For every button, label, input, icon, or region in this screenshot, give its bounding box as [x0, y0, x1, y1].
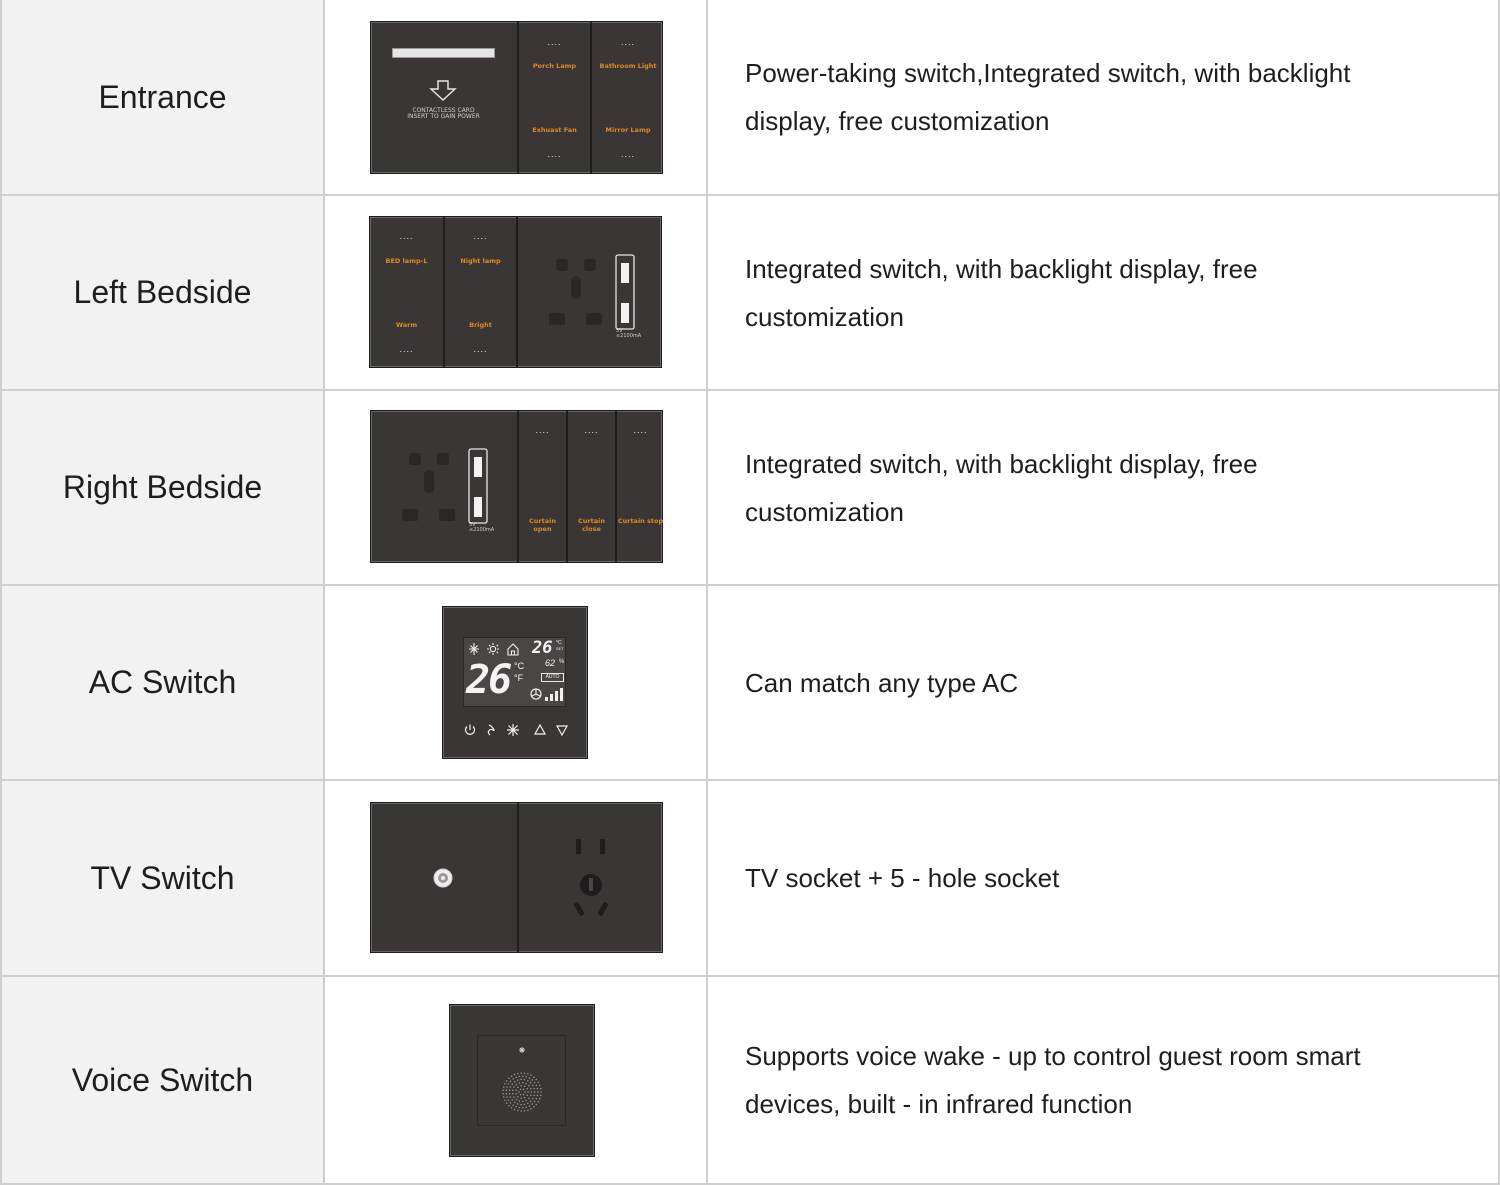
switch-key	[590, 22, 664, 173]
grille-dot	[526, 1088, 528, 1090]
up-icon	[535, 725, 545, 734]
key-label: Bathroom Light	[599, 62, 657, 70]
product-image-cell	[325, 0, 708, 196]
row-description: Can match any type AC	[745, 667, 1019, 698]
table-row	[0, 391, 1500, 586]
grille-dot	[523, 1094, 525, 1096]
grille-dot	[515, 1090, 517, 1092]
room-temp-readout: 26	[532, 638, 553, 658]
row-name: Right Bedside	[0, 391, 325, 586]
grille-dot	[540, 1095, 542, 1097]
indicator-dots: ....	[633, 425, 648, 435]
grille-dot	[520, 1097, 522, 1099]
key-label: Curtain close	[578, 517, 605, 533]
lcd-display	[463, 637, 566, 707]
grille-dot	[527, 1102, 529, 1104]
grille-dot	[524, 1072, 526, 1074]
grille-dot	[519, 1100, 521, 1102]
grille-dot	[523, 1089, 525, 1091]
grille-dot	[506, 1102, 508, 1104]
row-description: Integrated switch, with backlight display, free customization	[745, 448, 1258, 527]
grille-dot	[516, 1099, 518, 1101]
row-name: Voice Switch	[0, 977, 325, 1185]
grille-dot	[524, 1079, 526, 1081]
indicator-dots: ....	[547, 149, 562, 159]
grille-dot	[534, 1101, 536, 1103]
grille-dot	[519, 1107, 521, 1109]
fan-speed-icon	[530, 686, 564, 702]
grille-dot	[531, 1103, 533, 1105]
table-row	[0, 977, 1500, 1185]
grille-dot	[508, 1078, 510, 1080]
row-name: AC Switch	[0, 586, 325, 781]
grille-dot	[512, 1078, 514, 1080]
grille-dot	[517, 1110, 519, 1112]
grille-dot	[539, 1085, 541, 1087]
grille-dot	[517, 1079, 519, 1081]
grille-dot	[530, 1088, 532, 1090]
right-bedside-panel-image	[370, 410, 663, 563]
grille-dot	[508, 1083, 510, 1085]
product-image-cell	[325, 391, 708, 586]
grille-dot	[502, 1093, 504, 1095]
grille-dot	[530, 1075, 532, 1077]
grille-dot	[511, 1099, 512, 1101]
grille-dot	[514, 1102, 516, 1104]
row-description: Integrated switch, with backlight display, free customization	[745, 253, 1258, 332]
socket-module	[371, 411, 517, 562]
grille-dot	[527, 1080, 529, 1082]
five-hole-socket	[517, 803, 664, 952]
grille-dot	[530, 1095, 532, 1097]
indicator-dots: ....	[399, 231, 414, 241]
usb-spec-voltage: 5V	[469, 522, 476, 528]
down-icon	[557, 726, 567, 735]
grille-dot	[511, 1075, 513, 1077]
grille-dot	[515, 1093, 517, 1095]
product-image-cell	[325, 977, 708, 1185]
grille-dot	[528, 1098, 530, 1100]
grille-dot	[537, 1091, 539, 1093]
fan-icon	[488, 725, 494, 735]
table-row	[0, 196, 1500, 391]
grille-dot	[517, 1087, 519, 1089]
grille-dot	[506, 1096, 508, 1098]
grille-dot	[506, 1080, 508, 1082]
grille-dot	[522, 1101, 524, 1103]
grille-dot	[530, 1100, 532, 1102]
grille-dot	[527, 1073, 529, 1075]
entrance-panel-image	[370, 21, 663, 174]
grille-dot	[526, 1095, 528, 1097]
card-instruction-line1: CONTACTLESS CARD	[412, 107, 475, 114]
grille-dot	[511, 1083, 512, 1085]
grille-dot	[534, 1082, 536, 1084]
universal-socket-icon	[371, 411, 516, 561]
humidity-unit: %	[559, 659, 565, 665]
indicator-dots: ....	[473, 231, 488, 241]
grille-dot	[510, 1102, 512, 1104]
mode-icons	[468, 642, 520, 656]
set-temp-readout: 26	[466, 657, 511, 703]
grille-dot	[514, 1081, 516, 1083]
grille-dot	[519, 1076, 521, 1078]
usb-spec-voltage: 5V	[616, 328, 623, 334]
grille-dot	[520, 1110, 522, 1112]
temp-unit-c: °C	[514, 661, 525, 671]
switch-key	[517, 411, 566, 562]
indicator-dots: ....	[584, 425, 599, 435]
grille-dot	[506, 1086, 508, 1088]
indicator-dots: ....	[473, 344, 488, 354]
grille-dot	[511, 1107, 513, 1109]
usb-spec-current: ≤2100mA	[469, 527, 495, 533]
card-instruction-line2: INSERT TO GAIN POWER	[407, 113, 480, 120]
grille-dot	[525, 1083, 527, 1085]
table-row	[0, 0, 1500, 196]
key-label: Warm	[395, 321, 418, 329]
grille-dot	[536, 1098, 538, 1100]
row-description: Power-taking switch,Integrated switch, with backlight display, free customization	[745, 58, 1351, 136]
grille-dot	[509, 1090, 511, 1092]
set-label: SET	[556, 646, 564, 651]
grille-dot	[522, 1075, 524, 1077]
grille-dot	[513, 1086, 515, 1088]
grille-dot	[517, 1073, 519, 1075]
grille-dot	[533, 1076, 535, 1078]
grille-dot	[519, 1082, 521, 1084]
grille-dot	[530, 1082, 532, 1084]
grille-dot	[510, 1096, 512, 1098]
mode-icon	[507, 724, 519, 736]
control-buttons	[463, 723, 569, 737]
key-label: Curtain stop	[617, 517, 664, 525]
row-name: Left Bedside	[0, 196, 325, 391]
grille-dot	[532, 1085, 534, 1087]
product-image-cell	[325, 196, 708, 391]
product-image-cell	[325, 586, 708, 781]
grille-dot	[537, 1088, 539, 1090]
grille-dot	[514, 1109, 516, 1111]
grille-dot	[532, 1098, 534, 1100]
grille-dot	[524, 1086, 526, 1088]
grille-dot	[538, 1101, 540, 1103]
row-description: TV socket + 5 - hole socket	[745, 863, 1060, 893]
grille-dot	[513, 1096, 515, 1098]
tv-socket-icon	[432, 867, 454, 889]
key-label: Exhuast Fan	[532, 126, 577, 134]
humidity-readout: 62	[545, 658, 556, 668]
grille-dot	[515, 1077, 517, 1079]
grille-dot	[527, 1109, 529, 1111]
grille-dot	[536, 1104, 538, 1106]
universal-socket-icon	[518, 217, 663, 367]
grille-dot	[517, 1096, 519, 1098]
grille-dot	[538, 1082, 540, 1084]
grille-dot	[512, 1104, 514, 1106]
grille-dot	[524, 1110, 526, 1112]
arrow-down-icon	[429, 80, 457, 102]
temp-unit-f: °F	[514, 673, 524, 683]
grille-dot	[524, 1091, 526, 1093]
card-slot	[392, 48, 495, 58]
grille-dot	[537, 1095, 539, 1097]
grille-dot	[520, 1089, 522, 1091]
grille-dot	[525, 1076, 527, 1078]
grille-dot	[502, 1090, 504, 1092]
grille-dot	[504, 1099, 506, 1101]
speaker-grille-icon	[470, 1043, 574, 1123]
grille-dot	[503, 1096, 505, 1098]
grille-dot	[512, 1093, 514, 1095]
key-label: BED lamp-L	[385, 257, 428, 265]
grille-dot	[533, 1106, 535, 1108]
grille-dot	[510, 1086, 512, 1088]
indicator-dots: ....	[535, 425, 550, 435]
grille-dot	[517, 1103, 519, 1105]
grille-dot	[520, 1079, 522, 1081]
grille-dot	[508, 1105, 510, 1107]
grille-dot	[508, 1099, 510, 1101]
switch-key	[517, 22, 590, 173]
usb-spec-current: ≤2100mA	[616, 333, 642, 339]
indicator-dots: ....	[547, 37, 562, 47]
temp-unit-small: °C	[556, 640, 562, 646]
auto-badge: AUTO	[541, 673, 564, 682]
grille-dot	[504, 1083, 506, 1085]
key-label: Bright	[469, 321, 492, 329]
grille-dot	[540, 1091, 542, 1093]
table-row	[0, 781, 1500, 977]
grille-dot	[529, 1077, 531, 1079]
grille-dot	[506, 1090, 508, 1092]
grille-dot	[528, 1085, 530, 1087]
left-bedside-panel-image	[369, 216, 662, 368]
grille-dot	[533, 1095, 535, 1097]
row-name: Entrance	[0, 0, 325, 196]
tv-socket-panel-image	[370, 802, 663, 953]
row-description: Supports voice wake - up to control guest room smart devices, built - in infrared function	[745, 1041, 1361, 1119]
grille-dot	[525, 1100, 527, 1102]
grille-dot	[522, 1107, 524, 1109]
grille-dot	[530, 1108, 532, 1110]
grille-dot	[525, 1106, 527, 1108]
grille-dot	[515, 1106, 517, 1108]
grille-dot	[516, 1084, 518, 1086]
switch-key	[443, 217, 516, 367]
key-label: Curtain open	[529, 517, 556, 533]
ac-thermostat-image	[442, 606, 588, 759]
grille-dot	[522, 1082, 524, 1084]
switch-key	[370, 217, 443, 367]
grille-dot	[536, 1085, 538, 1087]
grille-dot	[536, 1079, 538, 1081]
switch-key	[566, 411, 615, 562]
voice-switch-image	[449, 1004, 595, 1157]
grille-dot	[512, 1090, 514, 1092]
grille-dot	[531, 1079, 533, 1081]
grille-dot	[531, 1091, 533, 1093]
grille-dot	[514, 1074, 516, 1076]
grille-dot	[520, 1104, 522, 1106]
grille-dot	[533, 1088, 535, 1090]
grille-dot	[539, 1098, 541, 1100]
grille-dot	[540, 1088, 542, 1090]
indicator-dots: ....	[620, 149, 635, 159]
grille-dot	[524, 1104, 526, 1106]
socket-module	[516, 217, 663, 367]
grille-dot	[503, 1086, 505, 1088]
row-name: TV Switch	[0, 781, 325, 977]
switch-key	[615, 411, 664, 562]
product-image-cell	[325, 781, 708, 977]
grille-dot	[527, 1091, 529, 1093]
key-label: Porch Lamp	[532, 62, 577, 70]
grille-dot	[520, 1094, 522, 1096]
grille-dot	[529, 1105, 531, 1107]
grille-dot	[506, 1093, 508, 1095]
indicator-dots: ....	[620, 37, 635, 47]
grille-dot	[534, 1091, 536, 1093]
grille-dot	[520, 1085, 522, 1087]
five-hole-socket-icon	[519, 803, 664, 953]
key-label: Mirror Lamp	[605, 126, 651, 134]
grille-dot	[509, 1093, 511, 1095]
grille-dot	[520, 1072, 522, 1074]
grille-dot	[524, 1097, 526, 1099]
table-row	[0, 586, 1500, 781]
grille-dot	[510, 1080, 512, 1082]
grille-dot	[518, 1091, 520, 1093]
key-label: Night lamp	[460, 257, 501, 265]
indicator-dots: ....	[399, 344, 414, 354]
